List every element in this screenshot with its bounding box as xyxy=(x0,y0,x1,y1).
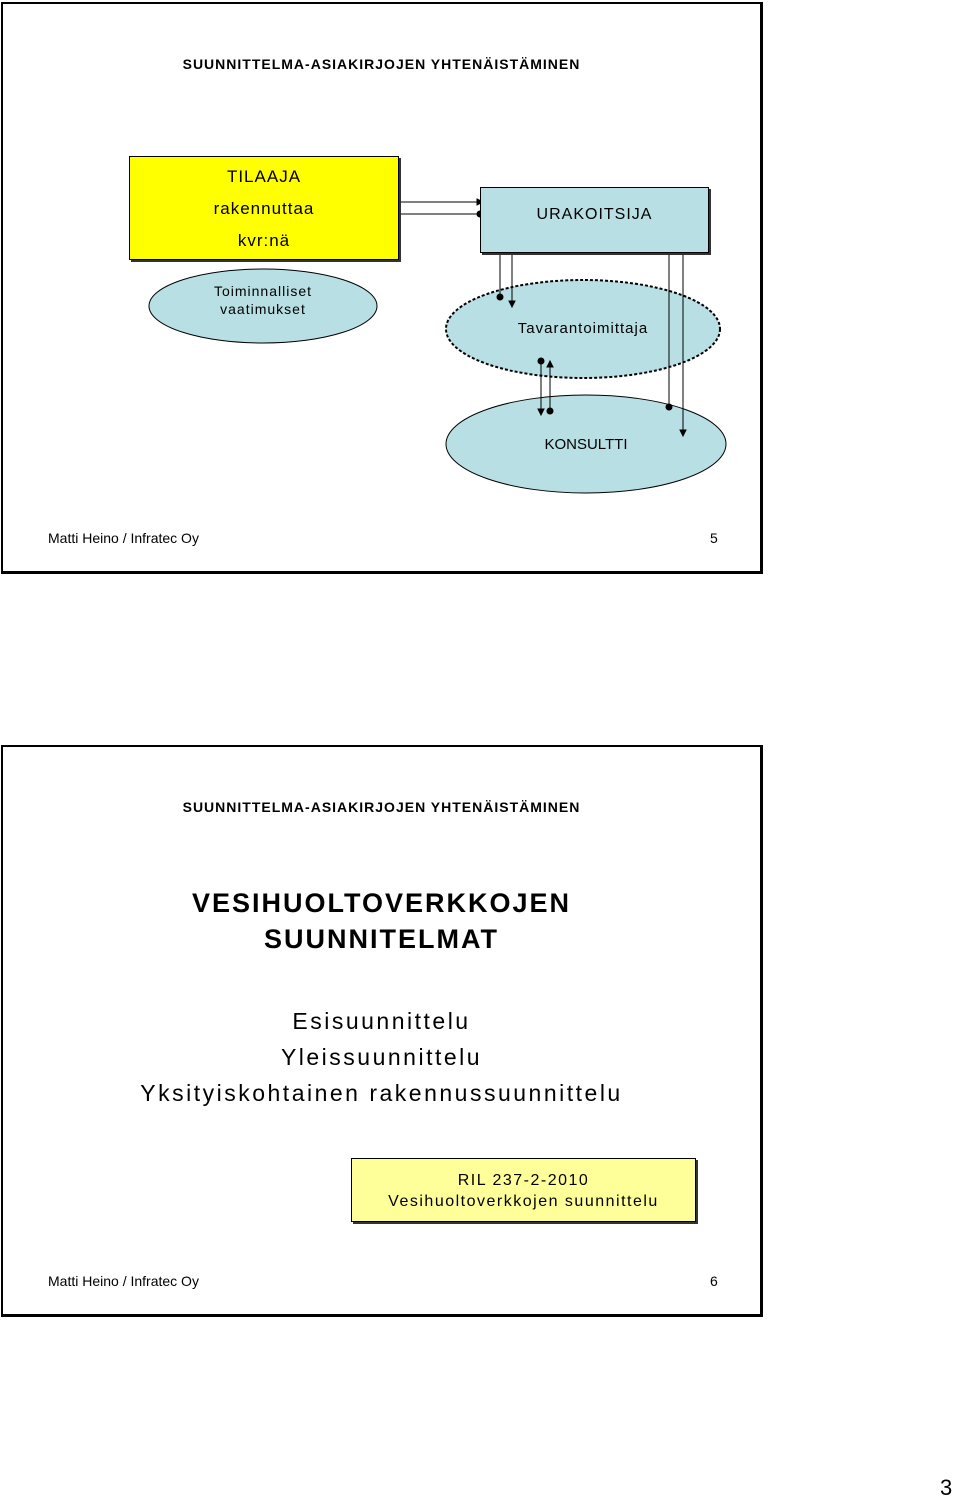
slide-title xyxy=(3,885,760,957)
urakoitsija-box: URAKOITSIJA xyxy=(480,187,709,253)
planning-level: Yksityiskohtainen rakennussuunnittelu xyxy=(140,1080,623,1106)
reference-box xyxy=(351,1158,696,1222)
tilaaja-line: TILAAJA xyxy=(226,167,302,186)
slide-header: SUUNNITTELMA-ASIAKIRJOJEN YHTENÄISTÄMINEN xyxy=(182,799,581,815)
tilaaja-box xyxy=(129,156,399,260)
tilaaja-line: rakennuttaa xyxy=(213,199,315,218)
tilaaja-line: kvr:nä xyxy=(237,231,291,250)
planning-level: Esisuunnittelu xyxy=(292,1008,471,1034)
tavarantoimittaja-label: Tavarantoimittaja xyxy=(517,320,649,337)
footer-author: Matti Heino / Infratec Oy xyxy=(48,1273,199,1289)
slide-header: SUUNNITTELMA-ASIAKIRJOJEN YHTENÄISTÄMINEN xyxy=(182,56,581,72)
slide-number: 6 xyxy=(710,1273,718,1289)
planning-levels xyxy=(3,1003,760,1111)
title-line: VESIHUOLTOVERKKOJEN xyxy=(191,888,572,918)
toiminnalliset-line: vaatimukset xyxy=(220,301,306,317)
slide-6 xyxy=(1,745,763,1317)
toiminnalliset-line: Toiminnalliset xyxy=(213,283,313,299)
slide-number: 5 xyxy=(710,530,718,546)
toiminnalliset-label xyxy=(149,282,377,318)
reference-line: RIL 237-2-2010 xyxy=(457,1172,590,1189)
page-number: 3 xyxy=(940,1475,953,1500)
reference-line: Vesihuoltoverkkojen suunnittelu xyxy=(388,1193,659,1210)
diagram-connectors xyxy=(3,4,761,572)
title-line: SUUNNITELMAT xyxy=(264,924,499,954)
planning-level: Yleissuunnittelu xyxy=(280,1044,483,1070)
konsultti-label: KONSULTTI xyxy=(544,436,628,453)
footer-author: Matti Heino / Infratec Oy xyxy=(48,530,199,546)
slide-5 xyxy=(1,2,763,574)
